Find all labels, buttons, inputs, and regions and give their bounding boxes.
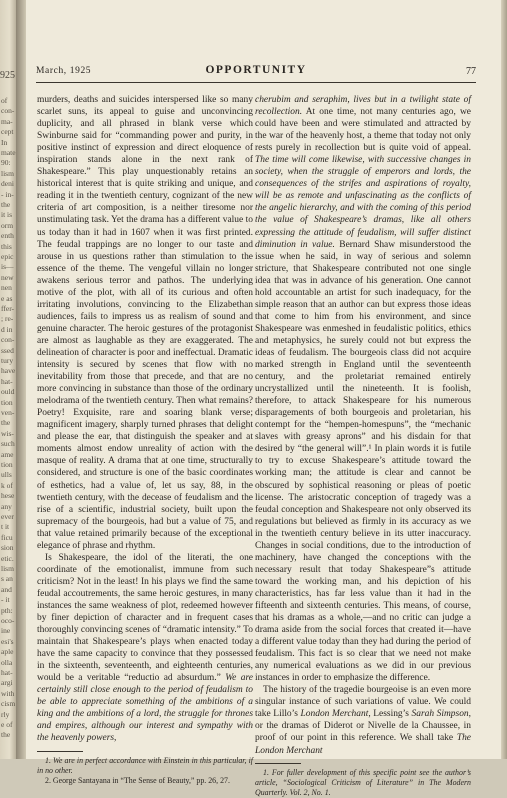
previous-page-fragment: etic. [1,553,14,563]
paragraph-text: , Lessing’s [368,709,412,720]
page-edge-right [501,0,507,759]
previous-page-fragment: with [1,688,15,698]
footnote-1 [255,768,471,798]
previous-page-fragment: aple [1,647,14,657]
previous-page-fragment: lism [1,564,14,573]
paragraph [255,94,471,684]
header-rule [36,82,476,83]
previous-page-fragment: hese [1,491,15,501]
running-header [36,64,476,78]
paragraph [37,552,253,745]
previous-page-fragment: cept [1,127,14,137]
footnote-rule [255,763,301,764]
previous-page-fragment: enth [1,231,14,241]
previous-page-fragment: ssed [1,345,14,355]
right-column [255,94,471,798]
previous-page-fragment: the [1,418,11,428]
title-reference: London Merchant [300,709,369,720]
previous-page-fragment: con- [1,106,15,116]
page-number: 77 [466,66,476,77]
footnote-rule [37,751,83,752]
previous-page-fragment: epic [1,252,14,261]
previous-page-fragment: - it [1,595,10,605]
previous-page-fragment: and [1,584,12,594]
previous-page-fragment: argi [1,678,13,688]
previous-page-fragment: ould [1,387,15,397]
previous-page-fragment: hat- [1,376,13,386]
paragraph-text: At one time, not many centuries ago, we could have been and were stimulated and attracted by the war of the heavenly host, a theme that today not only rests purely in recollection but is quite void of appeal. [255,107,471,154]
footnote-text: 1. We are in perfect accordance with Einstein in this particular, if in no other. [37,755,253,775]
paragraph [255,684,471,756]
previous-page-fragment: the [1,200,11,209]
previous-page-fragment: wis- [1,428,14,438]
previous-page-edge [0,0,16,759]
previous-page-fragment: tury [1,356,14,365]
previous-page-fragment: ; re- [1,314,14,324]
previous-page-fragment: is— [1,262,14,272]
previous-page-fragment: ulls [1,470,12,480]
paragraph-text: Is Shakespeare, the idol of the literati, the one coordinate of the emotionalist, immune from such criticism? Not in the least! In his plays we find the same feudal accoutrements, the same heroic gestures, in many instances the same weakness of plot, redeemed however by finer depiction of character and in frequent cases thoroughly convincing scenes of “dramatic intensity.” To maintain that Shakespeare’s plays when enacted today have the same capacity to convince that they possessed in the sixteenth, seventeenth, and eighteenth centuries, would be a veritable “reductio ad absurdum.” [37,552,253,684]
previous-page-fragment: oco- [1,616,15,625]
previous-page-fragment: ine [1,626,11,636]
journal-title: OPPORTUNITY [205,64,307,76]
previous-page-fragment: con- [1,335,15,345]
previous-page-fragment: cism [1,699,16,709]
previous-page-fragment: - in- [1,189,14,199]
previous-page-fragment: tion [1,397,13,407]
previous-page-fragment: the [1,730,11,740]
previous-page-fragment: In [1,137,8,147]
issue-date: March, 1925 [36,66,92,76]
previous-page-fragment: esi's [1,636,14,646]
title-reference: The London Merchant [255,733,471,756]
previous-page-fragment: ven- [1,408,15,417]
previous-page-fragment: ame [1,449,14,459]
italic-passage: The time will come likewise, with successive changes in society, when the struggle of emperors and lords, the consequences of the strifes and aspirations of royalty, will be as remote and unfascinating as the conflicts of the angelic hierarchy, and with the coming of this period the value of Shakespeare’s dramas, like all others expressing the attitude of feudalism, will suffer distinct diminution in value. [255,155,471,250]
italic-passage: We are certainly still close enough to the period of feudalism to be able to appreciate something of the ambitions of a king and the ambitions of a lord, the struggle for thrones and empires, although our interest and sympathy with the heavenly powers, [37,673,253,744]
paragraph-text: , or the dramas of Diderot or Nivelle de la Chaussee, in proof of our point in this reference. We shall take [255,709,471,744]
previous-page-fragment: this [1,241,12,251]
previous-page-fragment: ffer- [1,304,15,313]
previous-page-fragment: t it [1,522,10,532]
left-column [37,94,253,786]
previous-page-fragment: rly [1,709,10,719]
footnote-2: 2. George Santayana in “The Sense of Beauty,” pp. 26, 27. [45,775,230,785]
previous-page-fragment: ever [1,512,14,521]
previous-page-fragment: olla [1,657,13,667]
previous-page-fragment: 90: [1,158,11,168]
previous-page-fragment: sion [1,543,14,553]
italic-passage: cherubim and seraphim, lives but in a twilight state of recollection. [255,95,471,118]
previous-page-fragment: mate [1,148,16,157]
footnote-text: 1. For fuller development of this specific point see the author’s article, “Sociological Criticism of Literature” in The Modern Quarterly. Vol. 2, No. 1. [255,767,471,797]
previous-page-fragment: such [1,439,15,449]
previous-page-fragment: orm [1,220,14,230]
paragraph-text: The history of the tragedie bourgeoise is an even more singular instance of such variations of value. We could take Lillo’s [255,685,471,720]
previous-page-fragment: k of [1,480,13,490]
previous-page-fragment: of [1,96,8,105]
previous-page-fragment: new [1,272,14,282]
previous-page-fragment: ma- [1,116,13,126]
previous-page-fragment: e as [1,293,13,303]
previous-page-fragment: pth: [1,605,13,615]
previous-page-number: 925 [0,70,15,81]
previous-page-fragment: nen [1,283,12,293]
previous-page-fragment: it is [1,210,13,220]
book-gutter [16,0,26,759]
previous-page-fragment: s an [1,574,13,584]
paragraph-text: Bernard Shaw misunderstood the issue when he said, in way of serious and solemn stricture, that Shakespeare contributed not one single idea that was in advance of his generation. One cannot hold accountable an artist for such inadequacy, for the simple reason that an author can but express those ideas that come to him from his environment, and since Shakespeare was enmeshed in feudalistic politics, ethics and metaphysics, he surely could not but express the ideas of feudalism. The bourgeois class did not acquire marked strength in England until the seventeenth century, and the proletariat remained entirely uncrystallized until the nineteenth. It is foolish, therefore, to attack Shakespeare for his numerous disparagements of both bourgeois and proletarian, his contempt for the “hempen-homespuns”, the “mechanic slaves with greasy aprons” and his disdain for that desired by “the general will”.¹ In plain words it is futile to try to excuse Shakespeare’s attitude toward the working man; the attitude is clear and cannot be obscured by sophistical reasoning or pleas of poetic license. The aristocratic conception of tragedy was a feudal conception and Shakespeare not only observed its regulations but believed as firmly in its accuracy as we in the twentieth century believe in its utter inaccuracy. Changes in social conditions, due to the introduction of machinery, have changed the conceptions with the necessary result that today Shakespeare”s attitude toward the working man, and his depiction of his characteristics, has far less value than it had in the fifteenth and sixteenth centuries. This means, of course, that his dramas as a whole,—and no critic can judge a drama aside from the social forces that created it—have a different value today than they had during the period of feudalism. This fact is so clear that we need not make any numerical evaluations as we did in our previous instances in order to emphasize the difference. [255,239,471,684]
previous-page-fragment: ficu [1,532,13,542]
paragraph: murders, deaths and suicides interspersed like so many scarlet suns, its appeal to guise and unconvincing duplicity, and all phrased in blank verse which Swinburne said for “commanding power and purity, in positive instinct of expression and direct eloquence of inspiration stands alone in the next rank of Shakespeare.” This play unquestionably retains an historical interest that is quite striking and unique, and reading it in the twentieth century, cognizant of the new criteria of art composition, is a neither tiresome nor unstimulating task. Yet the drama has a different value to us today than it had in 1607 when it was first printed. The feudal trappings are no longer to our taste and arouse in us questions rather than stimulation to the essence of the theme. The vengeful villain no longer awakens serious terror and pathos. The underlying motive of the plot, with all of its curious and often irritating involutions, convincing to the Elizabethan audiences, fails to impress us as realism of sound and genuine character. The heroic gestures of the protagonist are almost as laughable as they are exaggerated. The delineation of character is poor and ineffectual. Dramatic intensity is secured by scenes that flow with no inevitability from those that precede, and that are no more convincing in substance than those of the ordinary melodrama of the twentieth century. Then what remains? Poetry! Exquisite, rare and soaring blank verse; magnificent imagery, sharply turned phrases that delight and please the ear, that distinguish the speaker and at moments almost endow unreality of action with the masque of reality. A drama that at one time, structurally considered, and structure is one of the basic coordinates of esthetics, had a value of, let us say, 88, in the twentieth century, with the decease of feudalism and the rise of a scientific, industrial society, built upon the supremacy of the bourgeois, had but a value of 75, and that value retained primarily because of the exceptional elegance of phrase and rhythm. [37,95,253,551]
previous-page-fragment: any [1,501,12,511]
previous-page-fragment: e of [1,720,13,729]
book-page [26,0,501,797]
previous-page-fragment: have [1,366,16,376]
previous-page-fragment: lism [1,168,14,178]
previous-page-fragment: hat- [1,668,13,677]
previous-page-fragment: deni [1,179,14,189]
previous-page-fragment: tion [1,460,13,469]
title-reference: Sarah Simpson [411,709,469,720]
previous-page-fragment: d in [1,324,13,334]
